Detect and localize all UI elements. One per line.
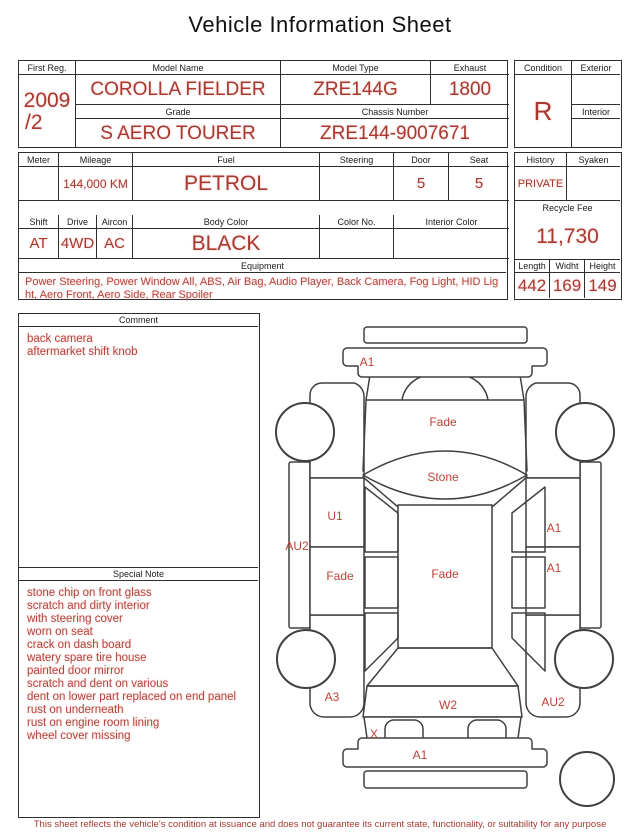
aircon-value: AC <box>97 229 133 259</box>
spec-table <box>18 152 508 300</box>
special-note-header: Special Note <box>19 567 258 581</box>
spare-tire <box>560 752 614 806</box>
identity-table <box>18 60 508 148</box>
special-note-item: rust on engine room lining <box>27 717 160 729</box>
special-note-item: with steering cover <box>27 613 123 625</box>
right-rocker-panel <box>580 462 601 628</box>
height-value: 149 <box>588 275 617 295</box>
diagram-label-rear-right-fender: AU2 <box>541 695 565 709</box>
car-damage-diagram <box>270 305 640 825</box>
history-label: History <box>515 153 567 167</box>
page-title: Vehicle Information Sheet <box>188 12 452 37</box>
condition-label: Condition <box>515 61 572 75</box>
comment-item: back camera <box>27 333 93 345</box>
drive-value: 4WD <box>59 229 97 259</box>
mileage-value: 144,000 KM <box>59 167 133 201</box>
exterior-value <box>572 75 620 105</box>
interior-color-value <box>394 229 509 259</box>
comment-body <box>19 327 258 567</box>
diagram-label-hood: Fade <box>429 415 457 429</box>
diagram-label-left-rear-door: Fade <box>326 569 354 583</box>
left-front-window <box>365 487 398 552</box>
diagram-label-rear-panel-x: X <box>369 727 379 741</box>
special-note-item: crack on dash board <box>27 639 132 651</box>
syaken-label: Syaken <box>567 153 620 167</box>
rear-left-wheel <box>277 630 335 688</box>
chassis-number-label: Chassis Number <box>281 105 509 119</box>
special-note-item: painted door mirror <box>27 665 125 677</box>
special-note-item: worn on seat <box>27 626 93 638</box>
shift-value: AT <box>19 229 59 259</box>
steering-label: Steering <box>320 153 394 167</box>
width-label: Widht <box>550 259 585 273</box>
history-value: PRIVATE <box>515 167 567 201</box>
front-right-wheel <box>556 403 614 461</box>
width-value: 169 <box>550 273 585 298</box>
diagram-label-right-rear-door: A1 <box>546 561 562 575</box>
first-reg-label: First Reg. <box>19 61 76 75</box>
diagram-label-roof: Fade <box>431 567 459 581</box>
right-headlight-arc <box>457 375 488 400</box>
syaken-value <box>567 167 620 201</box>
color-no-label: Color No. <box>320 215 394 229</box>
condition-value: R <box>515 75 572 148</box>
interior-value <box>572 119 620 148</box>
first-reg-month: /2 <box>25 110 43 134</box>
special-note-body <box>19 581 258 816</box>
diagram-label-left-front-door: U1 <box>327 509 343 523</box>
left-a-pillar <box>363 477 398 507</box>
equipment-value: Power Steering, Power Window All, ABS, Air Bag, Audio Player, Back Camera, Fog Light, HID Light, Aero Front, Aero Side, Rear Spoiler <box>25 276 499 301</box>
footer-disclaimer: This sheet reflects the vehicle's condition at issuance and does not guarantee its current state, functionality, or suitability for any purpose <box>33 819 607 830</box>
seat-label: Seat <box>449 153 509 167</box>
diagram-label-rear-left-fender: A3 <box>324 690 340 704</box>
front-left-wheel <box>276 403 334 461</box>
recycle-fee-value: 11,730 <box>536 225 599 248</box>
door-label: Door <box>394 153 449 167</box>
shift-label: Shift <box>19 215 59 229</box>
rear-glass <box>367 648 518 686</box>
left-headlight-arc <box>402 375 433 400</box>
body-color-label: Body Color <box>133 215 320 229</box>
left-rear-window <box>365 557 398 608</box>
rear-bumper-bar <box>364 771 527 788</box>
steering-value <box>320 167 394 201</box>
front-right-door <box>526 478 580 547</box>
special-note-item: dent on lower part replaced on end panel <box>27 691 237 703</box>
door-value: 5 <box>394 167 449 201</box>
model-name-value: COROLLA FIELDER <box>76 75 281 105</box>
exterior-label: Exterior <box>572 61 620 75</box>
drive-label: Drive <box>59 215 97 229</box>
grade-value: S AERO TOURER <box>76 119 281 148</box>
condition-table <box>514 60 622 148</box>
special-note-item: rust on underneath <box>27 704 124 716</box>
exhaust-value: 1800 <box>431 75 509 105</box>
mileage-label: Mileage <box>59 153 133 167</box>
recycle-fee-label: Recycle Fee <box>542 203 593 213</box>
diagram-label-rear-gate: W2 <box>439 698 457 712</box>
history-table <box>514 152 622 300</box>
special-note-item: stone chip on front glass <box>27 587 152 599</box>
right-a-pillar <box>492 477 527 507</box>
model-type-label: Model Type <box>281 61 431 75</box>
diagram-label-rear-bumper: A1 <box>412 748 428 762</box>
aircon-label: Aircon <box>97 215 133 229</box>
diagram-label-windshield: Stone <box>427 470 459 484</box>
notes-panel <box>18 313 260 818</box>
color-no-value <box>320 229 394 259</box>
first-reg-value <box>19 75 76 148</box>
first-reg-year: 2009 <box>23 88 71 112</box>
exhaust-label: Exhaust <box>431 61 509 75</box>
equipment-label: Equipment <box>19 259 506 273</box>
left-quarter-window <box>365 613 398 671</box>
model-name-label: Model Name <box>76 61 281 75</box>
length-value: 442 <box>515 273 550 298</box>
fuel-label: Fuel <box>133 153 320 167</box>
rear-right-wheel <box>555 630 613 688</box>
special-note-item: scratch and dent on various <box>27 678 169 690</box>
special-note-item: scratch and dirty interior <box>27 600 150 612</box>
grade-label: Grade <box>76 105 281 119</box>
model-type-value: ZRE144G <box>281 75 431 105</box>
special-note-item: wheel cover missing <box>27 730 131 742</box>
height-label: Height <box>585 259 620 273</box>
length-label: Length <box>515 259 550 273</box>
rear-bumper <box>343 738 547 767</box>
interior-label: Interior <box>572 105 620 119</box>
fuel-value: PETROL <box>133 167 320 201</box>
special-note-item: watery spare tire house <box>27 652 147 664</box>
diagram-label-front-panel: A1 <box>359 355 375 369</box>
meter-label: Meter <box>19 153 59 167</box>
chassis-number-value: ZRE144-9007671 <box>320 122 470 144</box>
interior-color-label: Interior Color <box>394 215 509 229</box>
diagram-label-right-front-door: A1 <box>546 521 562 535</box>
comment-header: Comment <box>19 314 258 327</box>
comment-item: aftermarket shift knob <box>27 346 138 358</box>
seat-value: 5 <box>449 167 509 201</box>
body-color-value: BLACK <box>133 229 320 259</box>
meter-value <box>19 167 59 201</box>
diagram-label-left-rocker: AU2 <box>285 539 309 553</box>
front-bumper-bar <box>364 327 527 343</box>
